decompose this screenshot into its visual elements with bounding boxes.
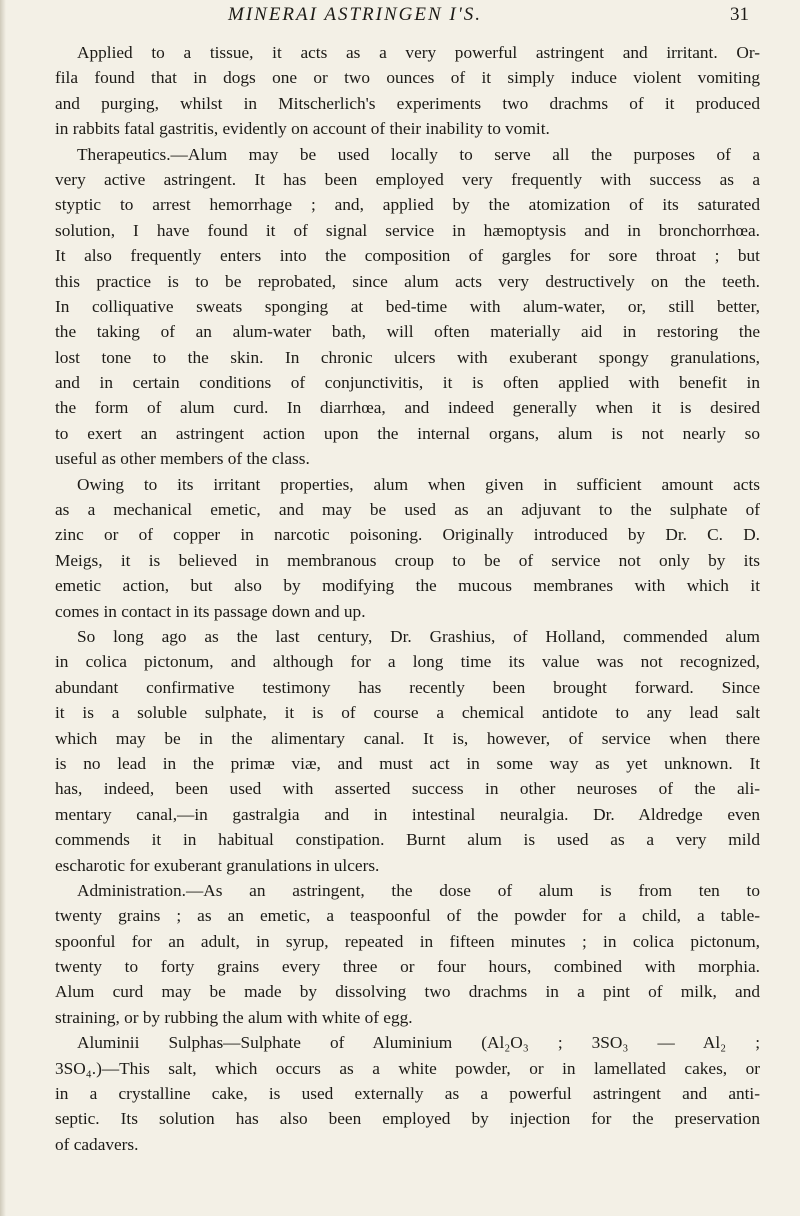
text-line: Administration.—As an astringent, the dose of alum is from ten to [77,880,760,900]
text-line: this practice is to be reprobated, since alum acts very destructively on the teeth. [55,271,760,291]
text-line: Aluminii Sulphas—Sulphate of Aluminium (Al₂O₃ ; 3SO₃ — Al₂ ; [77,1033,760,1053]
running-head [0,2,800,32]
text-line: Therapeutics.—Alum may be used locally to serve all the purposes of a [77,144,760,164]
text-line: abundant confirmative testimony has recently been brought forward. Since [55,677,760,697]
text-line: zinc or of copper in narcotic poisoning. Originally introduced by Dr. C. D. [55,525,760,545]
text-line: in a crystalline cake, is used externally as a powerful astringent and anti- [55,1084,760,1104]
text-line: and purging, whilst in Mitscherlich's experiments two drachms of it produced [55,93,760,113]
text-line: very active astringent. It has been employed very frequently with success as a [55,169,760,189]
text-line: the taking of an alum-water bath, will often materially aid in restoring the [55,322,760,342]
text-line: 3SO₄.)—This salt, which occurs as a white powder, or in lamellated cakes, or [55,1058,760,1078]
text-line: So long ago as the last century, Dr. Grashius, of Holland, commended alum [77,626,760,646]
text-line: Owing to its irritant properties, alum when given in sufficient amount acts [77,474,760,494]
text-line: Alum curd may be made by dissolving two drachms in a pint of milk, and [55,982,760,1002]
text-line: septic. Its solution has also been employed by injection for the preservation [55,1109,760,1129]
body-text [55,40,760,1157]
text-line: Applied to a tissue, it acts as a very powerful astringent and irritant. Or- [77,43,760,62]
text-line: is no lead in the primæ viæ, and must act in some way as yet unknown. It [55,753,760,773]
text-line: escharotic for exuberant granulations in ulcers. [55,855,380,875]
text-line: styptic to arrest hemorrhage ; and, applied by the atomization of its saturated [55,195,760,215]
text-line: the form of alum curd. In diarrhœa, and indeed generally when it is desired [55,398,760,418]
text-line: which may be in the alimentary canal. It is, however, of service when there [55,728,760,748]
text-line: as a mechanical emetic, and may be used as an adjuvant to the sulphate of [55,500,760,520]
running-title: MINERAI ASTRINGEN I'S. [228,4,483,25]
text-line: Meigs, it is believed in membranous croup to be of service not only by its [55,550,760,570]
text-line: fila found that in dogs one or two ounces of it simply induce violent vomiting [55,68,760,88]
page-edge-shadow [0,0,6,1216]
text-line: and in certain conditions of conjunctivitis, it is often applied with benefit in [55,373,760,393]
text-line: spoonful for an adult, in syrup, repeated in fifteen minutes ; in colica pictonum, [55,931,760,951]
text-line: to exert an astringent action upon the internal organs, alum is not nearly so [55,423,760,443]
text-line: in colica pictonum, and although for a long time its value was not recognized, [55,652,760,672]
text-line: twenty grains ; as an emetic, a teaspoonful of the powder for a child, a table- [55,906,760,926]
text-line: useful as other members of the class. [55,449,310,469]
text-line: in rabbits fatal gastritis, evidently on account of their inability to vomit. [55,119,550,139]
text-line: In colliquative sweats sponging at bed-time with alum-water, or, still better, [55,296,760,316]
text-line: mentary canal,—in gastralgia and in intestinal neuralgia. Dr. Aldredge even [55,804,760,824]
text-line: it is a soluble sulphate, it is of course a chemical antidote to any lead salt [55,703,760,723]
text-line: comes in contact in its passage down and up. [55,601,366,621]
text-line: twenty to forty grains every three or four hours, combined with morphia. [55,957,760,977]
text-line: lost tone to the skin. In chronic ulcers with exuberant spongy granulations, [55,347,760,367]
text-line: solution, I have found it of signal service in hæmoptysis and in bronchorrhœa. [55,220,760,240]
text-line: emetic action, but also by modifying the mucous membranes with which it [55,576,760,596]
text-line: straining, or by rubbing the alum with white of egg. [55,1007,413,1027]
text-line: commends it in habitual constipation. Burnt alum is used as a very mild [55,830,760,850]
text-line: has, indeed, been used with asserted success in other neuroses of the ali- [55,779,760,799]
text-line: It also frequently enters into the composition of gargles for sore throat ; but [55,246,760,266]
page-number: 31 [730,4,749,25]
text-line: of cadavers. [55,1134,139,1154]
